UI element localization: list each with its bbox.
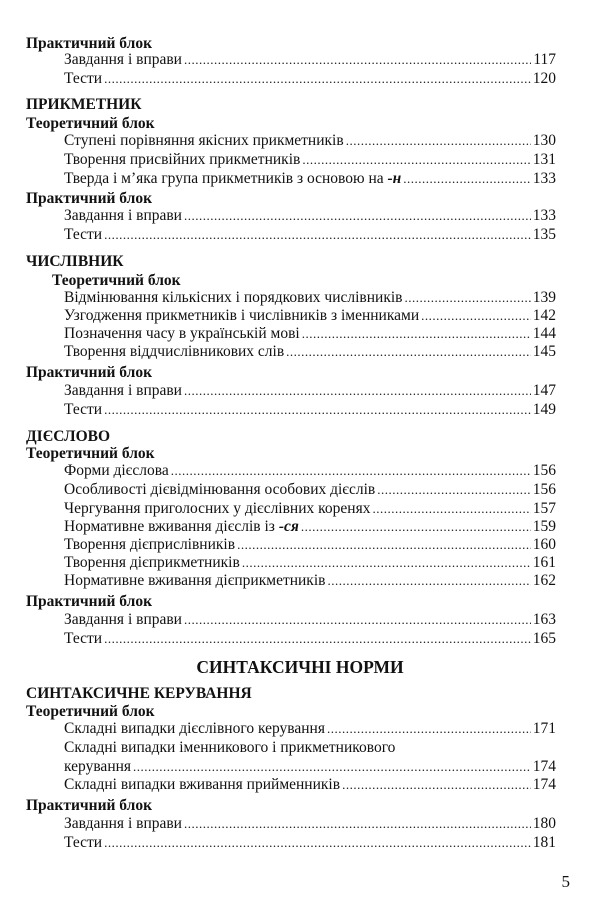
dot-leader	[171, 464, 531, 477]
dot-leader	[104, 72, 531, 85]
dot-leader	[237, 538, 531, 551]
dot-leader	[377, 483, 531, 496]
toc-entry-title: Ступені порівняння якісних прикметників	[64, 132, 344, 149]
toc-entry-title: Творення дієприслівників	[64, 536, 236, 553]
dot-leader	[286, 345, 531, 358]
dot-leader	[327, 722, 531, 735]
toc-entry	[64, 612, 556, 628]
toc-entry-suffix: -ся	[278, 518, 299, 535]
toc-entry-page: 144	[532, 325, 556, 342]
block-heading: Теоретичний блок	[26, 115, 155, 132]
dot-leader	[302, 327, 531, 340]
toc-entry-title: Складні випадки дієслівного керування	[64, 720, 325, 737]
toc-entry-page: 161	[532, 554, 556, 571]
toc-entry-suffix: -н	[387, 170, 402, 187]
block-heading: Практичний блок	[26, 364, 153, 381]
toc-entry	[64, 402, 556, 418]
toc-entry	[64, 573, 556, 589]
toc-entry-page: 165	[532, 630, 556, 647]
dot-leader	[242, 556, 531, 569]
toc-entry-title: Тести	[64, 834, 103, 851]
toc-entry	[64, 482, 556, 498]
block-heading: Теоретичний блок	[26, 703, 155, 720]
toc-entry-title: Завдання і вправи	[64, 207, 182, 224]
dot-leader	[184, 613, 531, 626]
toc-entry	[64, 777, 556, 793]
toc-entry-page: 180	[532, 815, 556, 832]
toc-entry-page: 130	[532, 132, 556, 149]
toc-entry-page: 135	[532, 226, 556, 243]
toc-entry	[64, 501, 556, 517]
toc-entry-title: Творення дієприкметників	[64, 554, 240, 571]
toc-entry-page: 142	[532, 307, 556, 324]
toc-entry	[64, 133, 556, 149]
dot-leader	[184, 209, 531, 222]
toc-entry-title: Складні випадки вживання прийменників	[64, 776, 341, 793]
toc-entry-title: Форми дієслова	[64, 462, 169, 479]
toc-entry-page: 156	[532, 462, 556, 479]
dot-leader	[342, 778, 531, 791]
dot-leader	[346, 134, 531, 147]
toc-entry-title: Тверда і м’яка група прикметників з основою на -н	[64, 170, 402, 187]
block-heading: Теоретичний блок	[52, 272, 181, 289]
toc-entry	[64, 71, 556, 87]
toc-entry	[64, 816, 556, 832]
toc-entry	[64, 835, 556, 851]
toc-entry-continued: Складні випадки іменникового і прикметникового	[64, 739, 396, 756]
toc-entry-page: 147	[532, 382, 556, 399]
toc-entry	[64, 308, 556, 324]
toc-entry	[64, 537, 556, 553]
dot-leader	[302, 153, 530, 166]
toc-entry-title: Творення присвійних прикметників	[64, 151, 301, 168]
toc-entry-page: 149	[532, 401, 556, 418]
toc-entry	[64, 721, 556, 737]
toc-entry-title: Завдання і вправи	[64, 382, 182, 399]
toc-entry	[64, 344, 556, 360]
section-heading: ПРИКМЕТНИК	[26, 96, 142, 113]
toc-entry	[64, 171, 556, 187]
toc-entry-page: 131	[532, 151, 556, 168]
toc-entry	[64, 152, 556, 168]
toc-entry	[64, 326, 556, 342]
dot-leader	[104, 632, 531, 645]
dot-leader	[133, 760, 531, 773]
dot-leader	[184, 53, 531, 66]
toc-entry-title: Завдання і вправи	[64, 611, 182, 628]
toc-entry-title: Нормативне вживання дієслів із -ся	[64, 518, 299, 535]
toc-entry-title: Творення віддчислівникових слів	[64, 343, 285, 360]
block-heading: Практичний блок	[26, 35, 153, 52]
toc-entry	[64, 759, 556, 775]
toc-entry-page: 120	[532, 70, 556, 87]
toc-entry	[64, 383, 556, 399]
block-heading: Практичний блок	[26, 797, 153, 814]
page-number: 5	[561, 872, 570, 891]
toc-entry	[64, 463, 556, 479]
toc-entry-title: Завдання і вправи	[64, 815, 182, 832]
section-heading: ЧИСЛІВНИК	[26, 253, 124, 270]
dot-leader	[403, 172, 530, 185]
toc-entry	[64, 227, 556, 243]
toc-entry-title: Тести	[64, 226, 103, 243]
toc-entry-page: 133	[532, 170, 556, 187]
part-heading: СИНТАКСИЧНІ НОРМИ	[196, 657, 404, 677]
toc-entry-page: 171	[532, 720, 556, 737]
toc-entry-page: 117	[533, 51, 556, 68]
toc-entry-title: Тести	[64, 401, 103, 418]
dot-leader	[404, 291, 530, 304]
toc-entry-title: Чергування приголосних у дієслівних коренях	[64, 500, 371, 517]
toc-entry-page: 133	[532, 207, 556, 224]
dot-leader	[104, 403, 531, 416]
toc-entry-title: Тести	[64, 70, 103, 87]
toc-entry	[64, 208, 556, 224]
dot-leader	[372, 502, 530, 515]
dot-leader	[184, 384, 531, 397]
toc-entry	[64, 290, 556, 306]
toc-entry-title: Особливості дієвідмінювання особових дієслів	[64, 481, 376, 498]
toc-entry-page: 145	[532, 343, 556, 360]
toc-entry-page: 160	[532, 536, 556, 553]
toc-entry-page: 174	[532, 776, 556, 793]
toc-entry	[64, 52, 556, 68]
toc-entry-title: Відмінювання кількісних і порядкових числівників	[64, 289, 403, 306]
toc-entry-title: Нормативне вживання дієприкметників	[64, 572, 326, 589]
toc-entry	[64, 631, 556, 647]
section-heading: СИНТАКСИЧНЕ КЕРУВАННЯ	[26, 685, 252, 702]
toc-entry-title: Узгодження прикметників і числівників з іменниками	[64, 307, 420, 324]
dot-leader	[104, 836, 531, 849]
toc-entry	[64, 555, 556, 571]
block-heading: Практичний блок	[26, 190, 153, 207]
toc-entry-page: 162	[532, 572, 556, 589]
dot-leader	[327, 574, 530, 587]
toc-entry-page: 156	[532, 481, 556, 498]
toc-entry-page: 181	[532, 834, 556, 851]
dot-leader	[301, 520, 531, 533]
toc-entry	[64, 519, 556, 535]
toc-entry-page: 163	[532, 611, 556, 628]
toc-entry-title: Завдання і вправи	[64, 51, 182, 68]
toc-entry-page: 157	[532, 500, 556, 517]
dot-leader	[184, 817, 531, 830]
toc-entry-page: 174	[532, 758, 556, 775]
block-heading: Практичний блок	[26, 593, 153, 610]
dot-leader	[421, 309, 531, 322]
section-heading: ДІЄСЛОВО	[26, 428, 111, 445]
dot-leader	[104, 228, 531, 241]
toc-entry-page: 139	[532, 289, 556, 306]
toc-entry-title: керування	[64, 758, 132, 775]
toc-entry-title: Тести	[64, 630, 103, 647]
block-heading: Теоретичний блок	[26, 445, 155, 462]
toc-entry-title: Позначення часу в українській мові	[64, 325, 300, 342]
toc-entry-page: 159	[532, 518, 556, 535]
